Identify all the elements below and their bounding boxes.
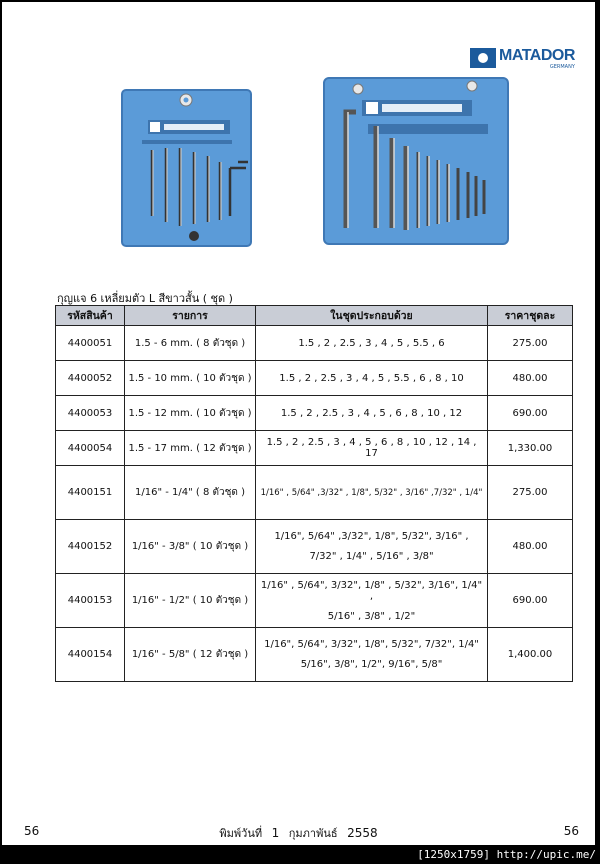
table-row	[56, 431, 573, 466]
table-row	[56, 361, 573, 396]
cell-item: 1.5 - 10 mm. ( 10 ตัวชุด )	[125, 361, 256, 396]
page-number-left: 56	[24, 824, 40, 838]
print-label: พิมพ์วันที่	[219, 827, 263, 840]
table-row	[56, 326, 573, 361]
print-year: 2558	[347, 826, 378, 840]
brand-name: MATADOR	[499, 47, 575, 64]
cell-contents: 1.5 , 2 , 2.5 , 3 , 4 , 5 , 5.5 , 6	[256, 326, 488, 361]
table-row	[56, 520, 573, 574]
cell-price: 690.00	[488, 396, 573, 431]
print-day: 1	[271, 826, 280, 840]
cell-contents: 1.5 , 2 , 2.5 , 3 , 4 , 5 , 5.5 , 6 , 8 , 10	[256, 361, 488, 396]
header-item: รายการ	[125, 306, 256, 326]
hex-key-set-large-photo	[322, 68, 510, 248]
cell-code: 4400151	[56, 466, 125, 520]
cell-contents	[256, 520, 488, 574]
cell-item: 1/16" - 1/4" ( 8 ตัวชุด )	[125, 466, 256, 520]
cell-item: 1.5 - 17 mm. ( 12 ตัวชุด )	[125, 431, 256, 466]
cell-code: 4400154	[56, 628, 125, 682]
print-date	[2, 824, 595, 842]
table-row	[56, 574, 573, 628]
cell-code: 4400152	[56, 520, 125, 574]
header-code: รหัสสินค้า	[56, 306, 125, 326]
product-table	[55, 305, 573, 682]
cell-contents	[256, 628, 488, 682]
cell-price: 275.00	[488, 466, 573, 520]
cell-contents: 1.5 , 2 , 2.5 , 3 , 4 , 5 , 6 , 8 , 10 , 12 , 14 , 17	[256, 431, 488, 466]
table-header-row	[56, 306, 573, 326]
contents-line-2: 7/32" , 1/4" , 5/16" , 3/8"	[309, 551, 434, 562]
cell-price: 480.00	[488, 361, 573, 396]
hex-key-set-small-photo	[120, 86, 253, 250]
cell-item: 1/16" - 1/2" ( 10 ตัวชุด )	[125, 574, 256, 628]
contents-line-2: 5/16" , 3/8" , 1/2"	[327, 610, 416, 622]
print-month: กุมภาพันธ์	[288, 827, 338, 840]
cell-contents: 1.5 , 2 , 2.5 , 3 , 4 , 5 , 6 , 8 , 10 , 12	[256, 396, 488, 431]
cell-item: 1.5 - 12 mm. ( 10 ตัวชุด )	[125, 396, 256, 431]
cell-code: 4400051	[56, 326, 125, 361]
catalog-page	[2, 2, 595, 845]
header-contents: ในชุดประกอบด้วย	[256, 306, 488, 326]
cell-contents: 1/16" , 5/64" ,3/32" , 1/8", 5/32" , 3/16" ,7/32" , 1/4"	[256, 466, 488, 520]
contents-line-1: 1/16" , 5/64", 3/32", 1/8" , 5/32", 3/16", 1/4" ,	[260, 579, 483, 602]
contents-line-2: 5/16", 3/8", 1/2", 9/16", 5/8"	[300, 659, 443, 670]
cell-code: 4400052	[56, 361, 125, 396]
contents-line-1: 1/16", 5/64", 3/32", 1/8", 5/32", 7/32", 1/4"	[264, 639, 479, 650]
table-row	[56, 628, 573, 682]
cell-code: 4400053	[56, 396, 125, 431]
header-price: ราคาชุดละ	[488, 306, 573, 326]
watermark-stamp: [1250x1759] http://upic.me/	[413, 846, 600, 864]
cell-price: 275.00	[488, 326, 573, 361]
cell-price: 480.00	[488, 520, 573, 574]
matador-logo-icon	[470, 48, 496, 68]
cell-contents	[256, 574, 488, 628]
brand-sub: GERMANY	[549, 64, 575, 70]
cell-price: 1,400.00	[488, 628, 573, 682]
cell-code: 4400054	[56, 431, 125, 466]
cell-price: 1,330.00	[488, 431, 573, 466]
page-number-right: 56	[563, 824, 579, 838]
cell-item: 1.5 - 6 mm. ( 8 ตัวชุด )	[125, 326, 256, 361]
table-caption: กุญแจ 6 เหลี่ยมตัว L สีขาวสั้น ( ชุด )	[57, 292, 233, 305]
cell-price: 690.00	[488, 574, 573, 628]
cell-code: 4400153	[56, 574, 125, 628]
cell-item: 1/16" - 3/8" ( 10 ตัวชุด )	[125, 520, 256, 574]
table-row	[56, 396, 573, 431]
table-row	[56, 466, 573, 520]
cell-item: 1/16" - 5/8" ( 12 ตัวชุด )	[125, 628, 256, 682]
contents-line-1: 1/16", 5/64" ,3/32", 1/8", 5/32", 3/16" ,	[274, 531, 469, 542]
matador-logo	[470, 48, 575, 70]
